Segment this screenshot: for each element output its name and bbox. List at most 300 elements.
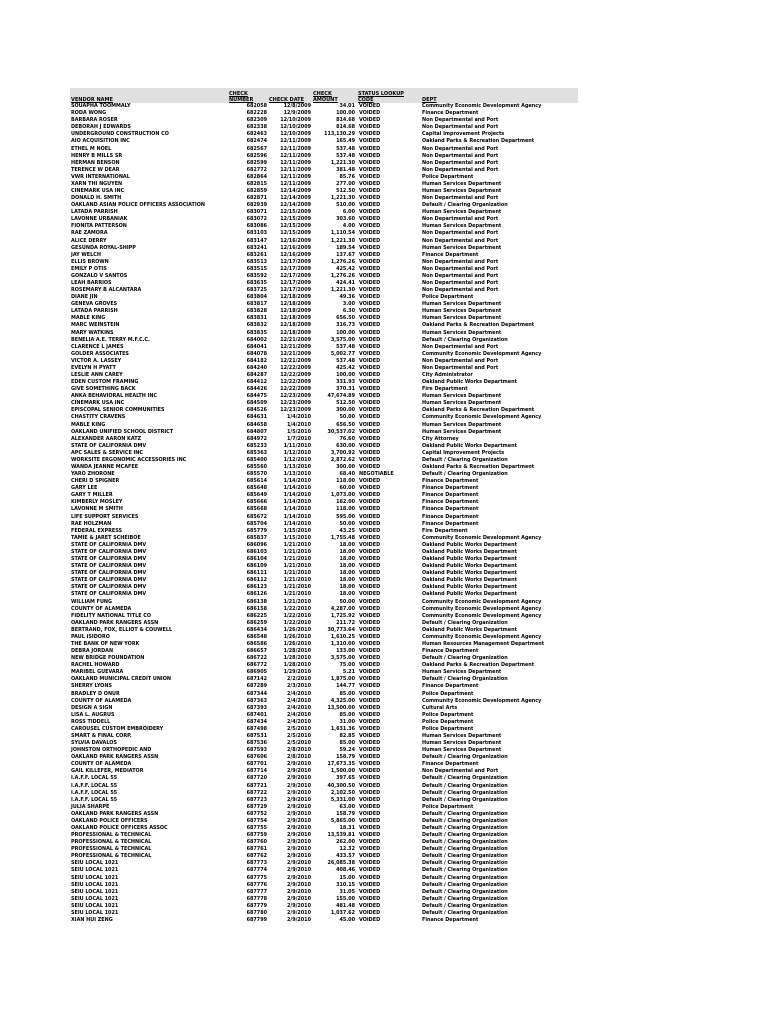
check-date-cell: 2/4/2010: [287, 711, 311, 718]
vendor-name-cell: JULIA SHARPE: [71, 803, 110, 810]
check-number-cell: 687799: [246, 917, 267, 924]
check-date-cell: 1/14/2010: [283, 520, 311, 527]
dept-cell: Default / Clearing Organization: [422, 796, 508, 803]
check-amount-cell: 1,610.25: [330, 633, 355, 640]
vendor-name-cell: STATE OF CALIFORNIA DMV: [71, 584, 147, 591]
check-date-cell: 1/21/2010: [283, 591, 311, 598]
check-amount-cell: 17,673.35: [327, 761, 355, 768]
status-code-cell: VOIDED: [359, 548, 381, 555]
check-date-cell: 1/13/2010: [283, 471, 311, 478]
vendor-name-cell: MARC WEINSTEIN: [71, 322, 120, 329]
check-amount-cell: 3.00: [342, 301, 355, 308]
table-row: [70, 669, 578, 676]
check-date-cell: 12/11/2009: [280, 152, 311, 159]
status-code-cell: VOIDED: [359, 442, 381, 449]
check-number-cell: 683725: [246, 287, 267, 294]
dept-cell: Human Services Department: [422, 669, 502, 676]
check-date-cell: 2/2/2010: [287, 676, 311, 683]
check-date-cell: 12/15/2009: [280, 223, 311, 230]
check-number-cell: 687720: [246, 775, 267, 782]
dept-cell: Oakland Parks & Recreation Department: [422, 464, 535, 471]
status-code-cell: VOIDED: [359, 888, 381, 895]
status-code-cell: VOIDED: [359, 244, 381, 251]
status-code-cell: VOIDED: [359, 633, 381, 640]
status-code-cell: VOIDED: [359, 810, 381, 817]
dept-cell: Oakland Public Works Department: [422, 584, 517, 591]
dept-cell: Community Economic Development Agency: [422, 697, 542, 704]
table-row: [70, 344, 578, 351]
check-number-cell: 686722: [246, 655, 267, 662]
check-amount-cell: 300.00: [336, 407, 355, 414]
check-date-cell: 12/11/2009: [280, 166, 311, 173]
table-row: [70, 174, 578, 181]
check-date-cell: 1/28/2010: [283, 655, 311, 662]
dept-cell: Oakland Public Works Department: [422, 563, 517, 570]
check-date-cell: 12/17/2009: [280, 287, 311, 294]
check-number-cell: 686772: [246, 662, 267, 669]
dept-cell: Default / Clearing Organization: [422, 789, 508, 796]
status-code-cell: VOIDED: [359, 279, 381, 286]
vendor-name-cell: APC SALES & SERVICE INC: [71, 449, 143, 456]
check-date-cell: 1/26/2010: [283, 626, 311, 633]
check-amount-cell: 1,276.26: [330, 258, 355, 265]
check-date-cell: 2/9/2010: [287, 796, 311, 803]
status-code-cell: VOIDED: [359, 110, 381, 117]
dept-cell: Human Services Department: [422, 428, 502, 435]
check-date-cell: 1/28/2010: [283, 662, 311, 669]
vendor-name-cell: CINEMARK USA INC: [71, 400, 125, 407]
vendor-name-cell: DEBRA JORDAN: [71, 648, 114, 655]
status-code-cell: VOIDED: [359, 909, 381, 916]
dept-cell: Police Department: [422, 718, 474, 725]
dept-cell: Finance Department: [422, 513, 479, 520]
table-row: [70, 733, 578, 740]
check-amount-cell: 75.00: [339, 662, 355, 669]
check-date-cell: 12/17/2009: [280, 279, 311, 286]
status-code-cell: VOIDED: [359, 725, 381, 732]
vendor-name-cell: FEDERAL EXPRESS: [71, 527, 123, 534]
table-row: [70, 655, 578, 662]
table-row: [70, 103, 578, 110]
table-row: [70, 620, 578, 627]
check-date-cell: 12/11/2009: [280, 145, 311, 152]
table-row: [70, 867, 578, 874]
check-amount-cell: 5,002.77: [330, 350, 355, 357]
check-date-cell: 12/22/2009: [280, 386, 311, 393]
check-amount-cell: 1,875.00: [330, 676, 355, 683]
check-number-cell: 683147: [246, 237, 267, 244]
table-row: [70, 117, 578, 124]
table-row: [70, 514, 578, 521]
check-date-cell: 2/9/2010: [287, 775, 311, 782]
dept-cell: Finance Department: [422, 761, 479, 768]
check-date-cell: 1/4/2010: [287, 421, 311, 428]
check-date-cell: 12/14/2009: [280, 195, 311, 202]
dept-cell: Default / Clearing Organization: [422, 817, 508, 824]
check-date-cell: 12/23/2009: [280, 393, 311, 400]
dept-cell: Oakland Parks & Recreation Department: [422, 662, 535, 669]
dept-cell: Human Resources Management Department: [422, 640, 545, 647]
vendor-name-cell: VWR INTERNATIONAL: [71, 173, 130, 180]
dept-cell: Human Services Department: [422, 244, 502, 251]
status-code-cell: VOIDED: [359, 584, 381, 591]
check-amount-cell: 113,130.29: [324, 131, 355, 138]
check-date-cell: 1/26/2010: [283, 633, 311, 640]
table-row: [70, 832, 578, 839]
vendor-name-cell: EPISCOPAL SENIOR COMMUNITIES: [71, 407, 165, 414]
vendor-name-cell: I.A.F.F. LOCAL 55: [71, 782, 118, 789]
check-number-cell: 686586: [246, 640, 267, 647]
check-number-cell: 683804: [246, 294, 267, 301]
check-date-cell: 2/9/2010: [287, 782, 311, 789]
vendor-name-cell: DEBORAH J EDWARDS: [71, 124, 131, 131]
check-amount-cell: 537.48: [336, 357, 355, 364]
table-row: [70, 591, 578, 598]
check-number-cell: 685648: [246, 485, 267, 492]
vendor-name-cell: TAMIE & JARET SCHEIBOE: [71, 534, 141, 541]
check-number-cell: 687498: [246, 725, 267, 732]
check-amount-cell: 370.31: [336, 386, 355, 393]
check-amount-cell: 158.79: [336, 810, 355, 817]
vendor-name-cell: BARBARA ROSER: [71, 117, 118, 124]
dept-cell: Human Services Department: [422, 400, 502, 407]
check-amount-cell: 310.15: [336, 881, 355, 888]
dept-cell: Police Department: [422, 690, 474, 697]
check-amount-cell: 137.67: [336, 251, 355, 258]
vendor-name-cell: GOLDER ASSOCIATES: [71, 350, 129, 357]
check-date-cell: 12/18/2009: [280, 301, 311, 308]
vendor-name-cell: MABLE KING: [71, 315, 106, 322]
vendor-name-cell: I.A.F.F. LOCAL 55: [71, 775, 118, 782]
check-amount-cell: 512.50: [336, 187, 355, 194]
header-check-amount: CHECK AMOUNT: [312, 88, 357, 103]
check-number-cell: 684509: [246, 400, 267, 407]
check-amount-cell: 26,085.38: [327, 860, 355, 867]
vendor-name-cell: LAVONNE URBANIAK: [71, 216, 128, 223]
check-amount-cell: 18.00: [339, 541, 355, 548]
vendor-name-cell: SEIU LOCAL 1021: [71, 867, 119, 874]
dept-cell: Oakland Public Works Department: [422, 442, 517, 449]
check-number-cell: 687774: [246, 867, 267, 874]
check-date-cell: 12/18/2009: [280, 329, 311, 336]
table-row: [70, 294, 578, 301]
status-code-cell: VOIDED: [359, 591, 381, 598]
check-amount-cell: 18.31: [339, 825, 355, 831]
check-number-cell: 686138: [246, 598, 267, 605]
dept-cell: City Administrator: [422, 372, 473, 378]
status-code-cell: VOIDED: [359, 379, 381, 386]
check-number-cell: 687776: [246, 881, 267, 888]
check-number-cell: 684972: [246, 435, 267, 442]
status-code-cell: VOIDED: [359, 456, 381, 463]
status-code-cell: VOIDED: [359, 803, 381, 810]
status-code-cell: VOIDED: [359, 308, 381, 315]
status-code-cell: VOIDED: [359, 669, 381, 676]
check-date-cell: 2/9/2010: [287, 817, 311, 824]
dept-cell: Finance Department: [422, 520, 479, 527]
dept-cell: Police Department: [422, 711, 474, 718]
vendor-name-cell: ELLIS BROWN: [71, 258, 109, 265]
check-date-cell: 12/23/2009: [280, 400, 311, 407]
check-date-cell: 12/21/2009: [280, 350, 311, 357]
table-row: [70, 648, 578, 655]
check-number-cell: 687778: [246, 895, 267, 902]
dept-cell: Non Departmental and Port: [422, 768, 499, 775]
dept-cell: Community Economic Development Agency: [422, 633, 542, 640]
dept-cell: Human Services Department: [422, 315, 502, 322]
check-amount-cell: 814.68: [336, 117, 355, 124]
dept-cell: Default / Clearing Organization: [422, 853, 508, 860]
check-amount-cell: 76.60: [339, 435, 355, 442]
table-row: [70, 775, 578, 782]
table-row: [70, 372, 578, 379]
table-row: [70, 499, 578, 506]
check-amount-cell: 118.00: [336, 506, 355, 513]
check-date-cell: 1/12/2010: [283, 456, 311, 463]
check-date-cell: 12/18/2009: [280, 294, 311, 301]
check-date-cell: 1/21/2010: [283, 577, 311, 584]
check-number-cell: 682338: [246, 124, 267, 131]
check-amount-cell: 60.00: [339, 485, 355, 492]
check-amount-cell: 85.76: [339, 173, 355, 180]
vendor-name-cell: STATE OF CALIFORNIA DMV: [71, 591, 147, 598]
table-row: [70, 726, 578, 733]
check-number-cell: 685363: [246, 449, 267, 456]
status-code-cell: VOIDED: [359, 195, 381, 202]
vendor-name-cell: LESLIE ANN CAREY: [71, 372, 123, 378]
check-number-cell: 687606: [246, 754, 267, 761]
check-number-cell: 686104: [246, 556, 267, 563]
table-row: [70, 662, 578, 669]
table-row: [70, 259, 578, 266]
check-amount-cell: 45.00: [339, 917, 355, 924]
check-number-cell: 683832: [246, 322, 267, 329]
vendor-name-cell: COUNTY OF ALAMEDA: [71, 697, 132, 704]
status-code-cell: VOIDED: [359, 499, 381, 506]
vendor-name-cell: OAKLAND POLICE OFFICERS ASSOC: [71, 825, 168, 831]
check-amount-cell: 47,674.89: [327, 393, 355, 400]
check-date-cell: 2/9/2010: [287, 881, 311, 888]
dept-cell: Capital Improvement Projects: [422, 449, 505, 456]
vendor-name-cell: OAKLAND MUNICIPAL CREDIT UNION: [71, 676, 172, 683]
vendor-name-cell: ROSEMARY B ALCANTARA: [71, 287, 142, 294]
table-row: [70, 230, 578, 237]
check-number-cell: 686126: [246, 591, 267, 598]
check-date-cell: 12/22/2009: [280, 379, 311, 386]
table-row: [70, 252, 578, 259]
vendor-name-cell: MABLE KING: [71, 421, 106, 428]
vendor-name-cell: SEIU LOCAL 1021: [71, 895, 119, 902]
status-code-cell: VOIDED: [359, 853, 381, 860]
vendor-name-cell: XARN THI NGUYEN: [71, 180, 123, 187]
table-row: [70, 896, 578, 903]
table-row: [70, 315, 578, 322]
check-number-cell: 682772: [246, 166, 267, 173]
check-number-cell: 685400: [246, 456, 267, 463]
status-code-cell: VOIDED: [359, 449, 381, 456]
status-code-cell: VOIDED: [359, 180, 381, 187]
vendor-name-cell: HERMAN BENSON: [71, 159, 120, 166]
check-amount-cell: 13,539.81: [327, 832, 355, 839]
check-number-cell: 684475: [246, 393, 267, 400]
check-amount-cell: 1,110.54: [330, 230, 355, 237]
status-code-cell: VOIDED: [359, 173, 381, 180]
dept-cell: Default / Clearing Organization: [422, 202, 508, 209]
table-row: [70, 414, 578, 421]
dept-cell: Community Economic Development Agency: [422, 350, 542, 357]
table-row: [70, 457, 578, 464]
dept-cell: Oakland Parks & Recreation Department: [422, 138, 535, 145]
check-amount-cell: 1,310.00: [330, 640, 355, 647]
vendor-name-cell: STATE OF CALIFORNIA DMV: [71, 563, 147, 570]
check-date-cell: 1/21/2010: [283, 548, 311, 555]
check-date-cell: 1/12/2010: [283, 449, 311, 456]
dept-cell: Human Services Department: [422, 187, 502, 194]
check-amount-cell: 397.65: [336, 775, 355, 782]
vendor-name-cell: ANKA BEHAVIORAL HEALTH INC: [71, 393, 158, 400]
check-amount-cell: 277.00: [336, 180, 355, 187]
status-code-cell: VOIDED: [359, 570, 381, 577]
check-amount-cell: 3,575.00: [330, 336, 355, 343]
check-number-cell: 682871: [246, 195, 267, 202]
vendor-name-cell: STATE OF CALIFORNIA DMV: [71, 556, 147, 563]
check-number-cell: 686905: [246, 669, 267, 676]
check-amount-cell: 2,872.62: [330, 456, 355, 463]
check-date-cell: 2/9/2010: [287, 867, 311, 874]
status-code-cell: VOIDED: [359, 747, 381, 754]
check-number-cell: 687761: [246, 846, 267, 853]
status-code-cell: VOIDED: [359, 754, 381, 761]
vendor-name-cell: OAKLAND POLICE OFFICERS: [71, 817, 148, 824]
check-number-cell: 684412: [246, 379, 267, 386]
table-row: [70, 910, 578, 917]
table-row: [70, 690, 578, 697]
check-number-cell: 685649: [246, 492, 267, 499]
dept-cell: Community Economic Development Agency: [422, 598, 542, 605]
check-amount-cell: 262.00: [336, 839, 355, 846]
table-row: [70, 818, 578, 825]
vendor-name-cell: XIAN HUI ZENG: [71, 917, 113, 924]
check-number-cell: 682815: [246, 180, 267, 187]
check-number-cell: 687780: [246, 909, 267, 916]
check-number-cell: 686434: [246, 626, 267, 633]
check-amount-cell: 4,287.00: [330, 605, 355, 612]
dept-cell: Non Departmental and Port: [422, 357, 499, 364]
check-date-cell: 12/11/2009: [280, 173, 311, 180]
table-row: [70, 846, 578, 853]
check-number-cell: 687762: [246, 853, 267, 860]
check-date-cell: 2/9/2010: [287, 895, 311, 902]
vendor-name-cell: CINEMARK USA INC: [71, 187, 125, 194]
dept-cell: Non Departmental and Port: [422, 279, 499, 286]
check-number-cell: 686112: [246, 577, 267, 584]
check-amount-cell: 18.00: [339, 563, 355, 570]
check-amount-cell: 211.72: [336, 619, 355, 626]
vendor-name-cell: PAUL ISIDORO: [71, 633, 110, 640]
check-amount-cell: 4.00: [342, 223, 355, 230]
vendor-name-cell: LISA L. AUGRUS: [71, 711, 115, 718]
vendor-name-cell: JAY WELCH: [71, 251, 101, 258]
vendor-name-cell: GONZALO V SANTOS: [71, 272, 128, 279]
check-date-cell: 1/11/2010: [283, 442, 311, 449]
check-number-cell: 686225: [246, 612, 267, 619]
check-number-cell: 687722: [246, 789, 267, 796]
table-row: [70, 160, 578, 167]
check-date-cell: 2/5/2010: [287, 732, 311, 739]
table-row: [70, 407, 578, 414]
check-date-cell: 12/14/2009: [280, 187, 311, 194]
dept-cell: Default / Clearing Organization: [422, 810, 508, 817]
dept-cell: Non Departmental and Port: [422, 195, 499, 202]
status-code-cell: VOIDED: [359, 386, 381, 393]
table-row: [70, 570, 578, 577]
status-code-cell: VOIDED: [359, 626, 381, 633]
table-row: [70, 138, 578, 145]
table-row: [70, 506, 578, 513]
check-number-cell: 683261: [246, 251, 267, 258]
table-row: [70, 634, 578, 641]
dept-cell: Default / Clearing Organization: [422, 619, 508, 626]
check-amount-cell: 18.00: [339, 548, 355, 555]
table-row: [70, 676, 578, 683]
check-amount-cell: 155.00: [336, 895, 355, 902]
dept-cell: Human Services Department: [422, 732, 502, 739]
status-code-cell: VOIDED: [359, 131, 381, 138]
check-amount-cell: 82.85: [339, 732, 355, 739]
status-code-cell: VOIDED: [359, 202, 381, 209]
status-code-cell: VOIDED: [359, 782, 381, 789]
check-amount-cell: 50.00: [339, 414, 355, 421]
vendor-name-cell: GARY T MILLER: [71, 492, 113, 499]
check-number-cell: 683515: [246, 265, 267, 272]
check-date-cell: 2/4/2010: [287, 704, 311, 711]
check-number-cell: 687289: [246, 683, 267, 690]
dept-cell: Non Departmental and Port: [422, 265, 499, 272]
check-date-cell: 1/4/2010: [287, 414, 311, 421]
table-row: [70, 882, 578, 889]
vendor-name-cell: LATADA PARRISH: [71, 209, 118, 216]
vendor-name-cell: SMART & FINAL CORP.: [71, 732, 132, 739]
table-row: [70, 761, 578, 768]
table-row: [70, 839, 578, 846]
dept-cell: Finance Department: [422, 485, 479, 492]
vendor-name-cell: WILLIAM FUNG: [71, 598, 113, 605]
table-row: [70, 768, 578, 775]
check-number-cell: 684078: [246, 350, 267, 357]
check-amount-cell: 1,276.26: [330, 272, 355, 279]
check-number-cell: 686259: [246, 619, 267, 626]
vendor-name-cell: SEIU LOCAL 1021: [71, 881, 119, 888]
check-number-cell: 685570: [246, 471, 267, 478]
dept-cell: Human Services Department: [422, 209, 502, 216]
vendor-name-cell: MARIBEL GUEVARA: [71, 669, 124, 676]
check-number-cell: 685779: [246, 527, 267, 534]
check-amount-cell: 34.01: [339, 103, 355, 110]
vendor-name-cell: CLARENCE L JAMES: [71, 343, 124, 350]
check-amount-cell: 85.00: [339, 740, 355, 747]
vendor-name-cell: LEAH BARRIOS: [71, 279, 112, 286]
dept-cell: Default / Clearing Organization: [422, 888, 508, 895]
table-row: [70, 400, 578, 407]
check-amount-cell: 85.00: [339, 690, 355, 697]
dept-cell: Community Economic Development Agency: [422, 534, 542, 541]
dept-cell: Finance Department: [422, 683, 479, 690]
check-number-cell: 686548: [246, 633, 267, 640]
table-row: [70, 485, 578, 492]
table-row: [70, 853, 578, 860]
status-code-cell: VOIDED: [359, 648, 381, 655]
header-vendor-name: VENDOR NAME: [70, 88, 228, 103]
